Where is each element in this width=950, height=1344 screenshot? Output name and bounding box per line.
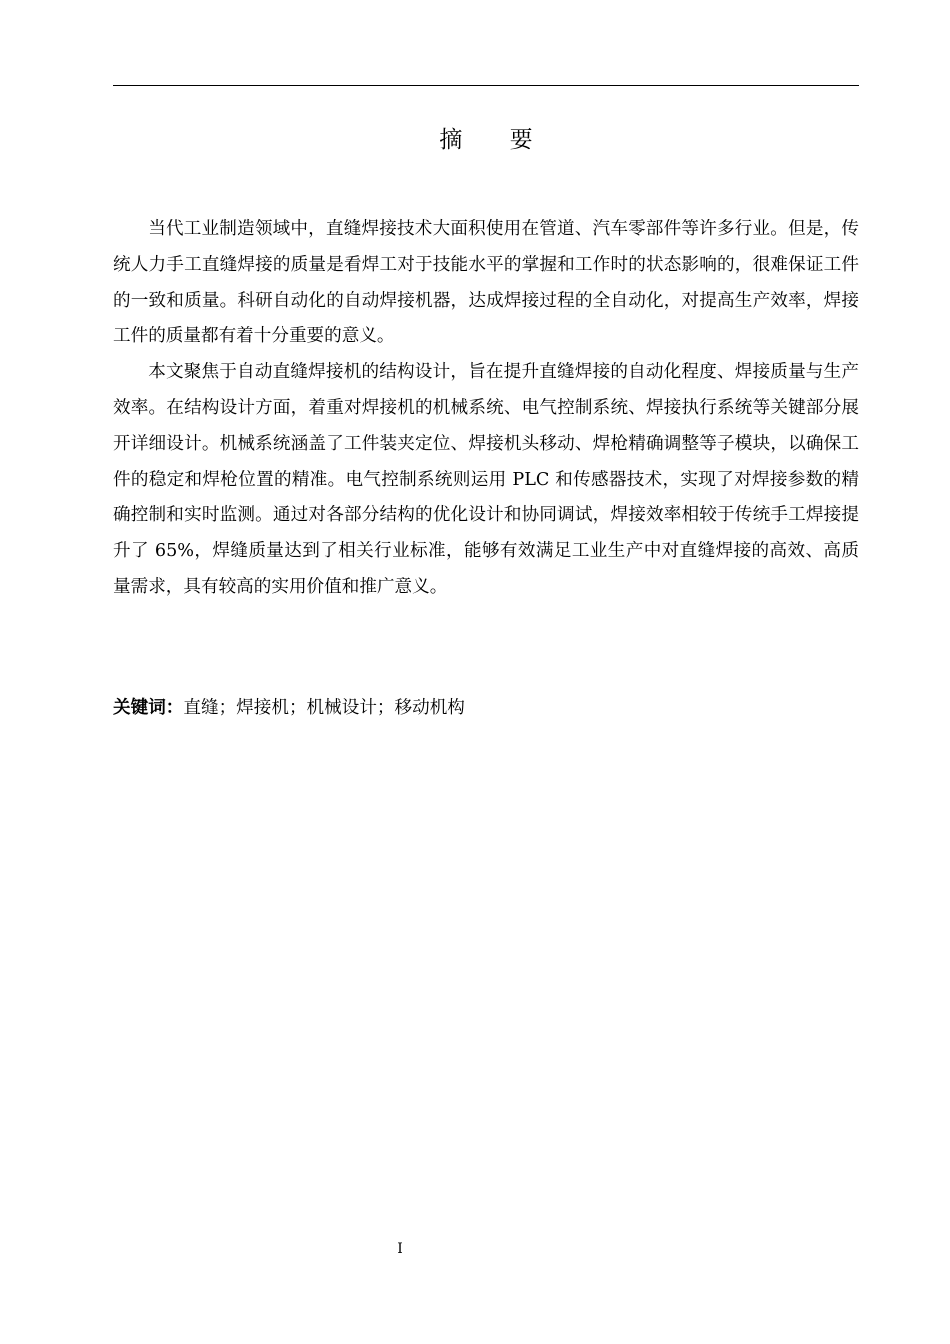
- keywords-label: 关键词：: [113, 698, 184, 718]
- abstract-paragraph-1: 当代工业制造领域中，直缝焊接技术大面积使用在管道、汽车零部件等许多行业。但是，传统人力手工直缝焊接的质量是看焊工对于技能水平的掌握和工作时的状态影响的，很难保证工件的一致和质量。科研自动化的自动焊接机器，达成焊接过程的全自动化，对提高生产效率，焊接工件的质量都有着十分重要的意义。: [113, 219, 859, 347]
- keywords-text: 直缝；焊接机；机械设计；移动机构: [183, 698, 465, 718]
- page-number: I: [397, 1241, 403, 1257]
- abstract-paragraph-2: 本文聚焦于自动直缝焊接机的结构设计，旨在提升直缝焊接的自动化程度、焊接质量与生产效率。在结构设计方面，着重对焊接机的机械系统、电气控制系统、焊接执行系统等关键部分展开详细设计。机械系统涵盖了工件装夹定位、焊接机头移动、焊枪精确调整等子模块，以确保工件的稳定和焊枪位置的精准。电气控制系统则运用 PLC 和传感器技术，实现了对焊接参数的精确控制和实时监测。通过对各部分结构的优化设计和协同调试，焊接效率相较于传统手工焊接提升了 65%，焊缝质量达到了相关行业标准，能够有效满足工业生产中对直缝焊接的高效、高质量需求，具有较高的实用价值和推广意义。: [113, 362, 859, 597]
- header-rule: [113, 85, 859, 86]
- keywords-line: [113, 691, 859, 726]
- abstract-title: 摘 要: [439, 127, 553, 153]
- abstract-body: [113, 212, 859, 606]
